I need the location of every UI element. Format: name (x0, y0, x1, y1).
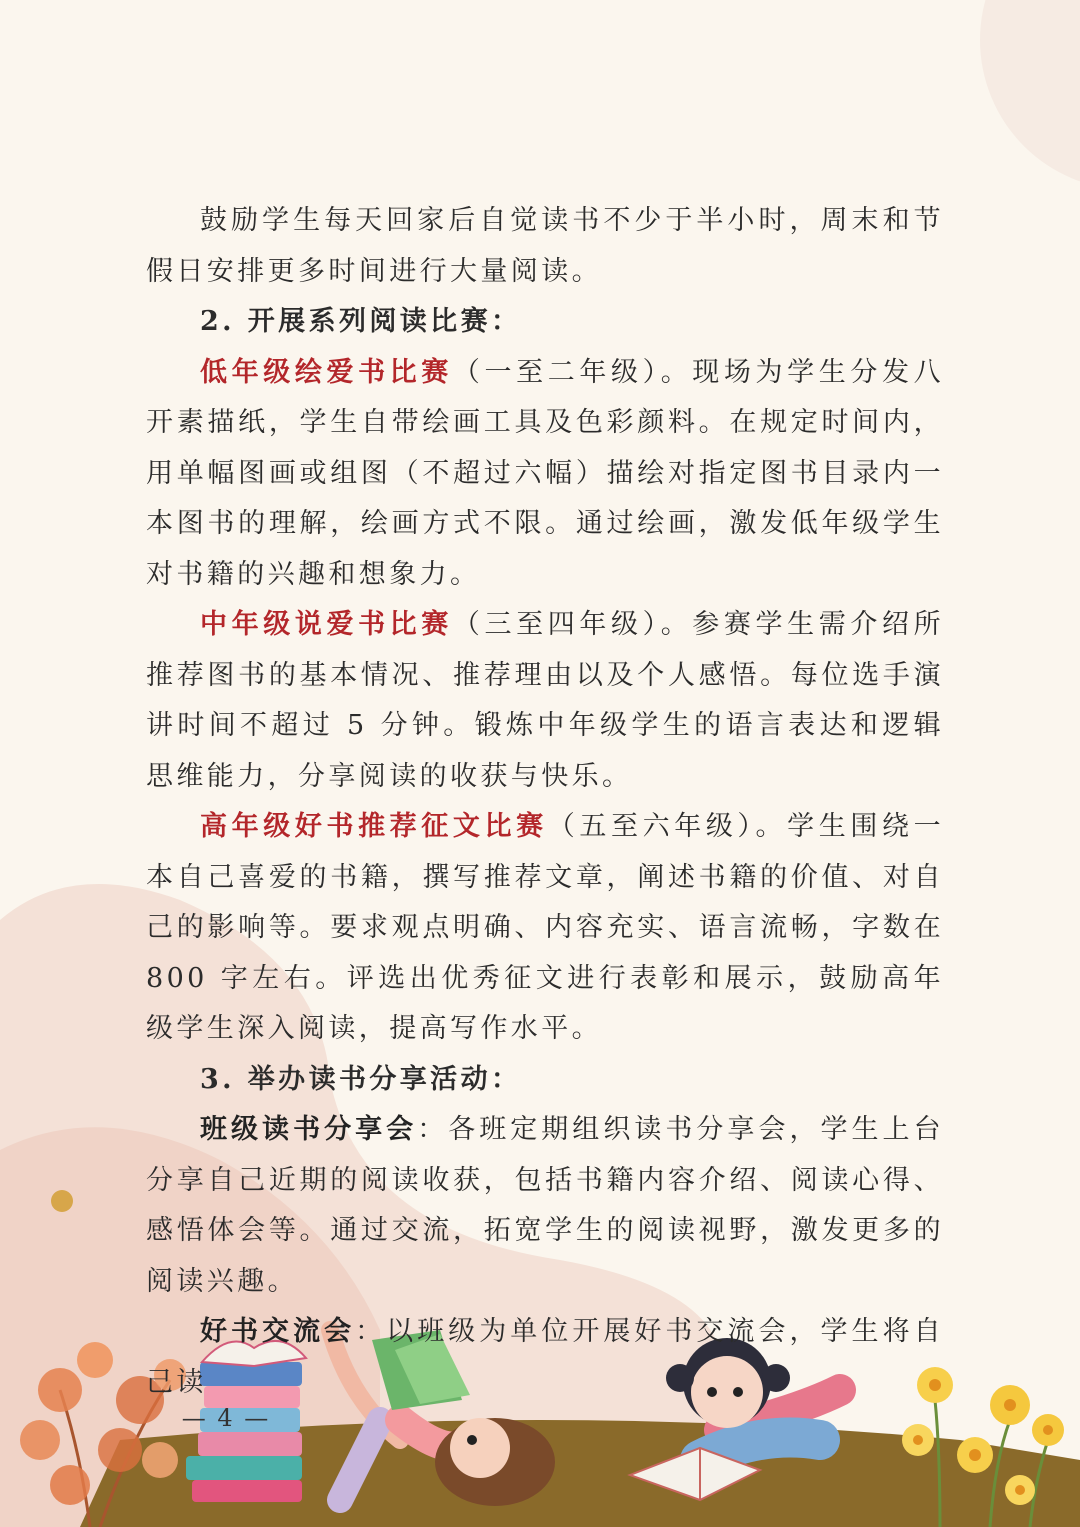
paragraph-reading-time: 鼓励学生每天回家后自觉读书不少于半小时，周末和节假日安排更多时间进行大量阅读。 (146, 205, 944, 287)
upper-grade-title: 高年级好书推荐征文比赛 (200, 811, 548, 842)
class-sharing-title: 班级读书分享会 (200, 1114, 418, 1145)
dot-icon (51, 1190, 73, 1212)
class-sharing-body: ：各班定期组织读书分享会，学生上台分享自己近期的阅读收获，包括书籍内容介绍、阅读心得、感悟体会等。通过交流，拓宽学生的阅读视野，激发更多的阅读兴趣。 (146, 1114, 944, 1297)
lower-grade-body: （一至二年级）。现场为学生分发八开素描纸，学生自带绘画工具及色彩颜料。在规定时间内，用单幅图画或组图（不超过六幅）描绘对指定图书目录内一本图书的理解，绘画方式不限。通过绘画，激发低年级学生对书籍的兴趣和想象力。 (146, 356, 944, 590)
book-exchange-title: 好书交流会 (200, 1316, 356, 1347)
middle-grade-body: （三至四年级）。参赛学生需介绍所推荐图书的基本情况、推荐理由以及个人感悟。每位选手演讲时间不超过 5 分钟。锻炼中年级学生的语言表达和逻辑思维能力，分享阅读的收获与快乐。 (146, 609, 944, 792)
upper-grade-body: （五至六年级）。学生围绕一本自己喜爱的书籍，撰写推荐文章，阐述书籍的价值、对自己的影响等。要求观点明确、内容充实、语言流畅，字数在 800 字左右。评选出优秀征文进行表彰和展示，鼓励高年级学生深入阅读，提高写作水平。 (146, 811, 945, 1044)
paragraph-class-sharing (146, 1105, 944, 1307)
paragraph-book-exchange (146, 1307, 944, 1408)
corner-blob (980, 0, 1080, 190)
section-heading-2: 2. 开展系列阅读比赛： (200, 306, 522, 337)
book-exchange-body: ：以班级为单位开展好书交流会，学生将自己读 (146, 1316, 945, 1398)
body-text (146, 196, 944, 1408)
paragraph-lower-grade (146, 348, 944, 601)
lower-grade-title: 低年级绘爱书比赛 (200, 356, 453, 388)
middle-grade-title: 中年级说爱书比赛 (200, 609, 453, 640)
paragraph-upper-grade (146, 802, 944, 1055)
page-number: — 4 — (181, 1404, 271, 1432)
section-heading-3: 3. 举办读书分享活动： (200, 1063, 522, 1095)
paragraph-middle-grade (146, 600, 944, 802)
